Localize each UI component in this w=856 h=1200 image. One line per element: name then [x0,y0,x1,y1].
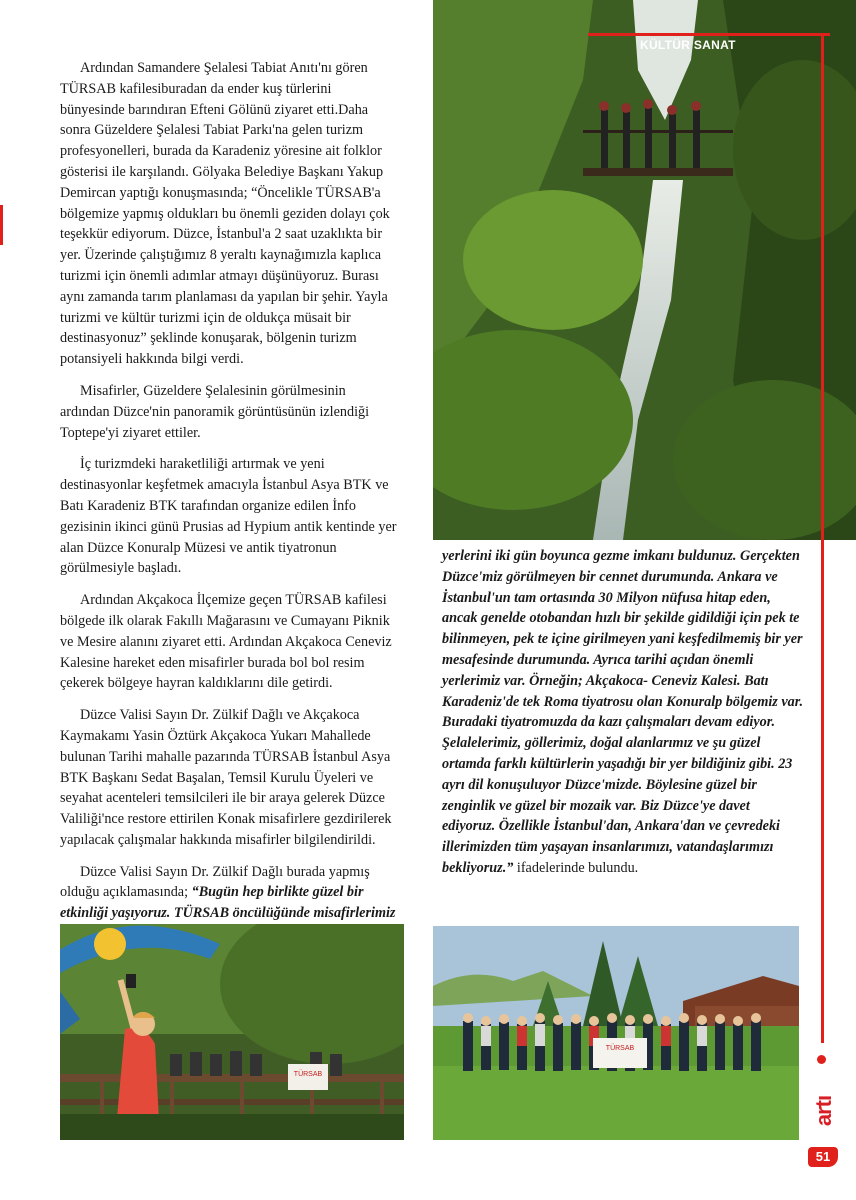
governor-quote-end: yerlerini iki gün boyunca gezme imkanı buldunuz. Gerçekten Düzce'miz görülmeyen bir cennet durumunda. Ankara ve İstanbul'un tam ortasında 30 Milyon nüfusa hitap eden, ancak genelde otobandan hızlı bir şekilde gidildiği için pek te bilinmeyen, pek te içine girilmeyen yani keşfedilmemiş bir yer mesafesinde durumunda. Ayrıca tarihi açıdan önemli yerlerimiz var. Örneğin; Akçakoca- Ceneviz Kalesi. Batı Karadeniz'de tek Roma tiyatrosu olan Konuralp bölgemiz var. Buradaki tiyatromuzda da kazı çalışmaları devam ediyor. Şelalelerimiz, göllerimiz, doğal alanlarımız ve şu güzel ortamda farklı kültürlerin yaşadığı bir yer bildiğiniz gibi. 23 ayrı dil konuşuluyor Düzce'mizde. Böylesine güzel bir zenginlik ve güzel bir mozaik var. Biz Düzce'ye davet ediyoruz. Özellikle İstanbul'dan, Ankara'dan ve çevredeki illerimizden tüm yaşayan insanlarımızı, vatandaşlarımızı bekliyoruz.” [442,548,804,876]
magazine-logo [808,1084,840,1138]
rule-end-dot [817,1055,826,1064]
waterfall-bridge-photo [433,0,856,540]
article-paragraph-quote-end [442,546,804,879]
article-paragraph: İç turizmdeki haraketliliği artırmak ve yeni destinasyonlar keşfetmek amacıyla İstanbul Asya BTK ve Batı Karadeniz BTK tarafından organize edilen İnfo gezisinin ikinci günü Prusias ad Hypium antik kentinde yer alan Düzce Konuralp Müzesi ve antik tiyatronun görülmesiyle başladı. [60,456,397,577]
governor-quote-start: “Bugün hep birlikte güzel bir etkinliği yaşıyoruz. TÜRSAB öncülüğünde misafirlerimiz [60,884,396,922]
banner-text: TÜRSAB [605,1045,635,1052]
article-paragraph: Ardından Akçakoca İlçemize geçen TÜRSAB kafilesi bölgede ilk olarak Fakıllı Mağarasını ve Cumayanı Piknik ve Mesire alanını ziyaret etti. Ardından Akçakoca Ceneviz Kalesine hareket eden misafirler burada bol bol resim çekerek bölgeye hayran kaldıklarını dile getirdi. [60,592,392,692]
banner-text: TÜRSAB [293,1071,323,1078]
article-paragraph: Ardından Samandere Şelalesi Tabiat Anıtı'nı gören TÜRSAB kafilesiburadan da ender kuş türlerini bünyesinde barındıran Efteni Gölünü ziyaret etti.Daha sonra Güzeldere Şelalesi Tabiat Parkı'na gelen turizm profesyonelleri, burada da Karadeniz yöresine ait folklor gösterisi ile karşılandı. Gölyaka Belediye Başkanı Yakup Demircan yaptığı konuşmasında; “Öncelikle TÜRSAB'a bölgemize yapmış oldukları bu önemli geziden dolayı çok teşekkür ediyorum. Düzce, İstanbul'a 2 saat uzaklıkta bir yer. Üzerinde çalıştığımız 8 yeraltı kaynağımızla kaplıca turizmi için önemli adımlar atmayı düşünüyoruz. Burası aynı zamanda tarım planlaması da yapılan bir şehir. Yayla turizmi ve kültür turizmi için de oldukça müsait bir destinasyonuz” şeklinde konuşarak, bölgenin turizm potansiyeli hakkında bilgi verdi. [60,60,390,368]
section-rule-top [588,33,830,36]
section-label: KÜLTÜR SANAT [640,38,736,52]
paragraph-tail: ifadelerinde bulundu. [513,859,639,876]
article-right-column [442,546,804,879]
article-paragraph: Düzce Valisi Sayın Dr. Zülkif Dağlı ve Akçakoca Kaymakamı Yasin Öztürk Akçakoca Yukarı Mahallede bulunan Tarihi mahalle pazarında TÜRSAB İstanbul Asya BTK Başkanı Sedat Başalan, Temsil Kurulu Üyeleri ve seyahat acenteleri temsilcileri ile bir araya gelerek Düzce Valiliği'nce restore ettirilen Konak misafirlere gezdirilerek yapılacak çalışmalar hakkında misafirler bilgilendirildi. [60,707,392,848]
article-left-column [60,58,398,956]
article-paragraph: Misafirler, Güzeldere Şelalesinin görülmesinin ardından Düzce'nin panoramik görüntüsünün izlendiği Toptepe'yi ziyaret ettiler. [60,382,370,441]
page-number: 51 [808,1147,838,1167]
selfie-bridge-photo [60,924,404,1140]
paragraph-lead: Düzce Valisi Sayın Dr. Zülkif Dağlı burada yapmış olduğu açıklamasında; [60,863,370,901]
logo-text: artı [811,1095,836,1127]
section-rule-vertical [821,33,824,1043]
left-edge-mark [0,205,3,245]
group-photo [433,926,799,1140]
